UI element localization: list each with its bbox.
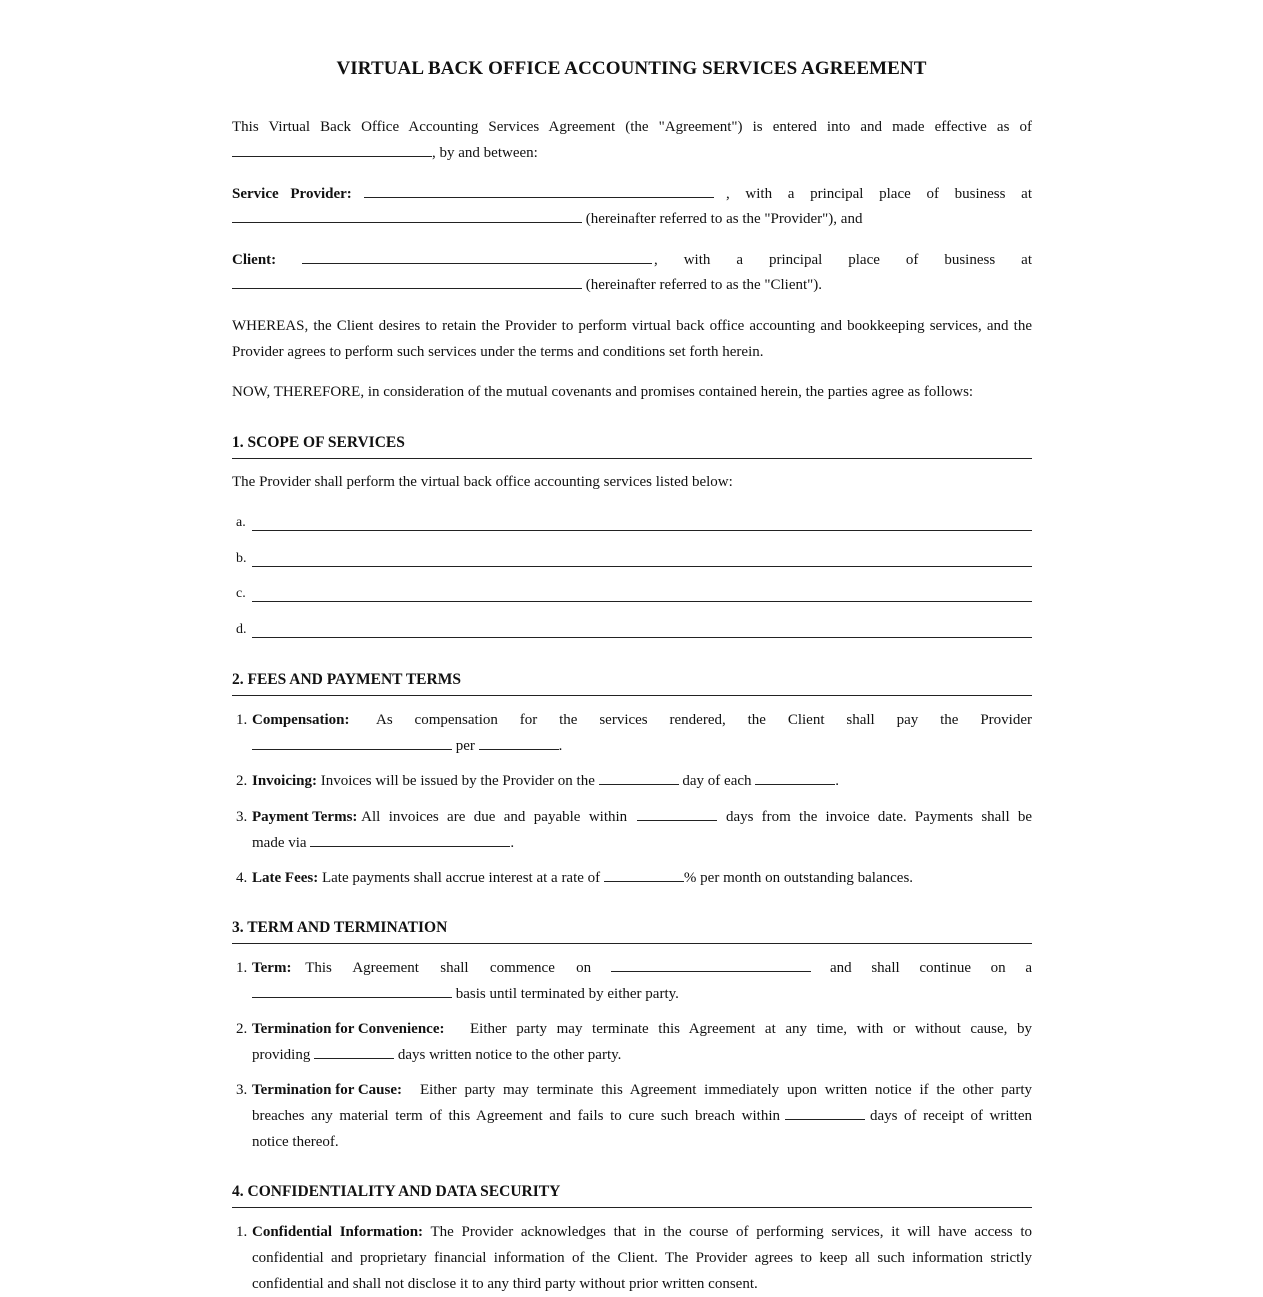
provider-name-field[interactable]	[364, 181, 714, 198]
term-text-1: This Agreement shall commence on	[305, 960, 592, 976]
list-number: 1.	[236, 960, 248, 976]
payment-terms-label: Payment Terms:	[252, 809, 358, 825]
invoice-period-field[interactable]	[755, 768, 835, 785]
fees-item-4	[232, 865, 1032, 891]
list-number: 2.	[236, 773, 248, 789]
scope-item-a	[232, 511, 1032, 531]
provider-line-2	[232, 206, 1032, 232]
section-1-text: The Provider shall perform the virtual back office accounting services listed below:	[232, 474, 733, 490]
termination-convenience-text-3: days written notice to the other party.	[397, 1047, 622, 1063]
provider-address-field[interactable]	[232, 206, 582, 223]
termination-convenience-label: Termination for Convenience:	[252, 1021, 445, 1037]
late-fees-label: Late Fees:	[252, 870, 319, 886]
invoice-day-field[interactable]	[599, 768, 679, 785]
termination-cause-text-3: days of receipt of written	[870, 1108, 1032, 1124]
punctuation: .	[558, 738, 563, 754]
term-item-1	[232, 955, 1032, 1002]
scope-item-b	[232, 547, 1032, 567]
term-text-2: and shall continue on a	[830, 960, 1032, 976]
late-fees-text-2: % per month on outstanding balances.	[683, 870, 914, 886]
confidential-info-label: Confidential Information:	[252, 1224, 424, 1240]
scope-letter: c.	[236, 586, 246, 601]
effective-date-field[interactable]	[232, 140, 432, 157]
termination-cause-label: Termination for Cause:	[252, 1082, 402, 1098]
scope-item-c	[232, 582, 1032, 602]
scope-item-field[interactable]	[252, 637, 1032, 638]
punctuation: .	[835, 773, 840, 789]
scope-item-field[interactable]	[252, 601, 1032, 602]
section-1-heading: 1. SCOPE OF SERVICES	[232, 432, 1032, 459]
late-fees-text-1: Late payments shall accrue interest at a rate of	[321, 870, 601, 886]
list-number: 3.	[236, 1082, 248, 1098]
commencement-date-field[interactable]	[611, 955, 811, 972]
client-text-1: , with a principal place of business at	[653, 252, 1032, 268]
invoicing-text-2: day of each	[682, 773, 752, 789]
provider-text-1: , with a principal place of business at	[725, 186, 1032, 202]
term-item-3	[232, 1077, 1032, 1150]
payment-terms-text-2: days from the invoice date. Payments shall be	[726, 809, 1032, 825]
payment-method-field[interactable]	[310, 830, 510, 847]
compensation-text-1: As compensation for the services rendered, the Client shall pay the Provider	[376, 712, 1032, 728]
intro-text-1: This Virtual Back Office Accounting Services Agreement (the "Agreement") is entered into and made effective as of	[232, 119, 1032, 135]
list-number: 3.	[236, 809, 248, 825]
termination-cause-text-1: Either party may terminate this Agreement immediately upon written notice if the other party	[420, 1082, 1032, 1098]
client-line-1	[232, 247, 1032, 273]
payment-terms-text-1: All invoices are due and payable within	[361, 809, 628, 825]
scope-letter: a.	[236, 515, 246, 530]
provider-line-1	[232, 181, 1032, 207]
scope-letter: d.	[236, 622, 247, 637]
list-number: 1.	[236, 712, 248, 728]
cure-days-field[interactable]	[785, 1103, 865, 1120]
punctuation: .	[510, 835, 515, 851]
intro-line-2	[232, 140, 1032, 166]
compensation-label: Compensation:	[252, 712, 350, 728]
section-2-heading: 2. FEES AND PAYMENT TERMS	[232, 669, 1032, 696]
fees-item-2	[232, 768, 1032, 794]
termination-convenience-text-2: providing	[252, 1047, 311, 1063]
client-name-field[interactable]	[302, 247, 652, 264]
list-number: 4.	[236, 870, 248, 886]
whereas-paragraph: WHEREAS, the Client desires to retain the Provider to perform virtual back office accounting and bookkeeping services, and the Provider agrees to perform such services under the terms and conditions set forth herein.	[232, 318, 1032, 360]
termination-cause-text-2: breaches any material term of this Agreement and fails to cure such breach within	[252, 1108, 780, 1124]
compensation-period-field[interactable]	[479, 733, 559, 750]
notice-days-field[interactable]	[314, 1042, 394, 1059]
term-label: Term:	[252, 960, 292, 976]
provider-label: Service Provider:	[232, 186, 352, 202]
scope-item-field[interactable]	[252, 530, 1032, 531]
compensation-text-2: per	[455, 738, 475, 754]
payment-terms-text-3: made via	[252, 835, 307, 851]
term-item-2	[232, 1016, 1032, 1063]
fees-item-3	[232, 804, 1032, 851]
scope-item-field[interactable]	[252, 566, 1032, 567]
document-title: VIRTUAL BACK OFFICE ACCOUNTING SERVICES AGREEMENT	[336, 58, 927, 79]
payment-days-field[interactable]	[637, 804, 717, 821]
scope-item-d	[232, 618, 1032, 638]
provider-text-2: (hereinafter referred to as the "Provider"), and	[585, 211, 863, 227]
termination-convenience-text-1: Either party may terminate this Agreement at any time, with or without cause, by	[470, 1021, 1032, 1037]
list-number: 1.	[236, 1224, 248, 1240]
client-line-2	[232, 272, 1032, 298]
client-address-field[interactable]	[232, 272, 582, 289]
section-4-heading: 4. CONFIDENTIALITY AND DATA SECURITY	[232, 1181, 1032, 1208]
list-number: 2.	[236, 1021, 248, 1037]
compensation-amount-field[interactable]	[252, 733, 452, 750]
client-label: Client:	[232, 252, 277, 268]
invoicing-text-1: Invoices will be issued by the Provider on the	[320, 773, 595, 789]
termination-cause-text-4: notice thereof.	[252, 1134, 339, 1150]
intro-text-2: , by and between:	[432, 145, 538, 161]
confidential-info-text: The Provider acknowledges that in the course of performing services, it will have access to confidential and proprietary financial information of the Client. The Provider agrees to keep all such information strictly confidential and shall not disclose it to any third party without prior written consent.	[252, 1224, 1032, 1292]
term-text-3: basis until terminated by either party.	[455, 986, 679, 1002]
section-3-heading: 3. TERM AND TERMINATION	[232, 917, 1032, 944]
term-basis-field[interactable]	[252, 981, 452, 998]
late-fee-rate-field[interactable]	[604, 865, 684, 882]
intro-line-1	[232, 114, 1032, 140]
fees-item-1	[232, 707, 1032, 754]
scope-letter: b.	[236, 551, 247, 566]
invoicing-label: Invoicing:	[252, 773, 318, 789]
client-text-2: (hereinafter referred to as the "Client").	[585, 277, 823, 293]
now-therefore-paragraph: NOW, THEREFORE, in consideration of the mutual covenants and promises contained herein, the parties agree as follows:	[232, 384, 974, 400]
